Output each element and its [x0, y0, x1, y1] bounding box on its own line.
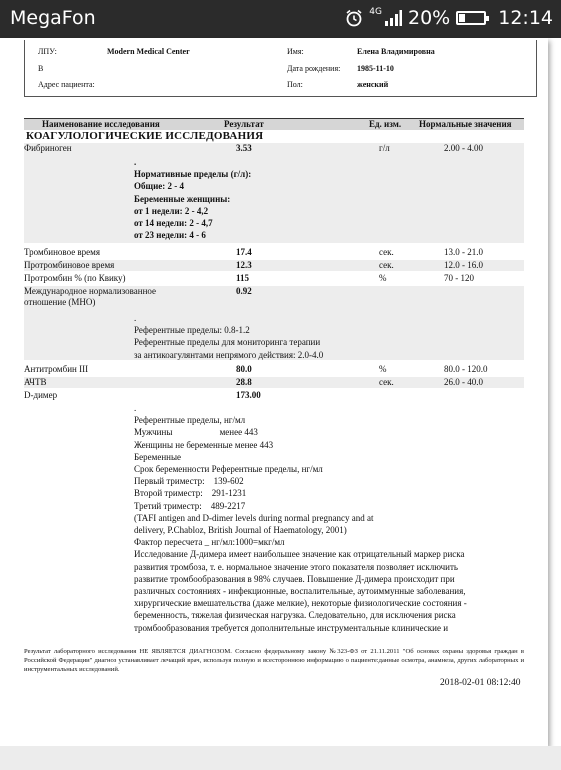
sex-value: женский	[357, 80, 389, 89]
col-unit: Ед. изм.	[369, 119, 402, 129]
background-strip	[0, 746, 561, 770]
table-row: Антитромбин III 80.0 % 80.0 - 120.0	[24, 364, 488, 374]
dob-label: Дата рождения:	[287, 64, 341, 73]
col-norm: Нормальные значения	[419, 119, 512, 129]
fibrinogen-note: . Нормативные пределы (г/л): Общие: 2 - 4 Беременные женщины: от 1 недели: 2 - 4,2 от 14 недели: 2 - 4,7 от 23 недели: 4 - 6	[134, 157, 252, 241]
col-result: Результат	[224, 119, 264, 129]
status-bar	[0, 0, 561, 38]
lpu-value: Modern Medical Center	[107, 47, 190, 56]
address-label: Адрес пациента:	[38, 80, 95, 89]
table-row: АЧТВ 28.8 сек. 26.0 - 40.0	[24, 377, 524, 388]
table-row: Фибриноген 3.53 г/л 2.00 - 4.00	[24, 143, 524, 243]
clock: 12:14	[498, 7, 553, 29]
name-label: Имя:	[287, 47, 304, 56]
lpu-label: ЛПУ:	[38, 47, 57, 56]
battery-icon	[456, 11, 486, 25]
table-header	[24, 118, 524, 130]
table-row: Протромбиновое время 12.3 сек. 12.0 - 16.0	[24, 260, 524, 271]
dob-value: 1985-11-10	[357, 64, 394, 73]
table-row: D-димер 173.00	[24, 390, 261, 400]
alarm-icon	[345, 9, 363, 27]
mno-note: . Референтные пределы: 0.8-1.2 Референтные пределы для мониторинга терапии за антикоагулянтами непрямого действия: 2.0-4.0	[134, 313, 324, 360]
table-row: Международное нормализованное отношение (МНО) 0.92	[24, 286, 524, 360]
disclaimer: Результат лабораторного исследования НЕ ЯВЛЯЕТСЯ ДИАГНОЗОМ. Согласно федеральному закону №323-ФЗ от 21.11.2011 "Об основах охраны здоровья граждан в Российской Федерации" диагноз устанавливает лечащий врач, используя полную и всестороннюю информацию о пациенте:данные осмотра, анамнеза, других лабораторных и инструментальных исследований.	[24, 648, 524, 673]
document-page	[0, 38, 548, 746]
timestamp: 2018-02-01 08:12:40	[440, 678, 521, 688]
name-value: Елена Владимировна	[357, 47, 435, 56]
network-type: 4G	[369, 6, 382, 17]
carrier-name: MegaFon	[10, 7, 96, 29]
table-row: Тромбиновое время 17.4 сек. 13.0 - 21.0	[24, 247, 483, 257]
battery-percent: 20%	[408, 7, 451, 29]
sex-label: Пол:	[287, 80, 303, 89]
ddimer-note: . Референтные пределы, нг/мл Мужчины менее 443 Женщины не беременные менее 443 Беременные Срок беременности Референтные пределы, нг/мл Первый триместр: 139-602 Второй триместр: 291-1231 Третий триместр: 489-2217 (TAFI antigen and D-dimer levels during normal pregnancy and at delivery, P.Chabloz, British Journal of Haematology, 2001) Фактор пересчета _ нг/мл:1000=мкг/мл Исследование Д-димера имеет наибольшее значение как отрицательный маркер риска развития тромбоза, т. е. нормальное значение этого показателя позволяет исключить развитие тромбообразования в 98% случаев. Повышение Д-димера происходит при различных состояниях - инфекционные, воспалительные, аутоиммунные заболевания, хирургические вмешательства (даже мелкие), некоторые физиологические состояния - беременность, тяжелая физическая нагрузка. Следовательно, для исключения риска тромбообразования требуется дополнительные инструментальные клинические и	[134, 403, 467, 633]
patient-header	[24, 40, 537, 97]
signal-icon	[384, 10, 402, 26]
b-label: В	[38, 64, 44, 73]
col-name: Наименование исследования	[42, 119, 160, 129]
table-row: Протромбин % (по Квику) 115 % 70 - 120	[24, 273, 474, 283]
section-title: КОАГУЛОЛОГИЧЕСКИЕ ИССЛЕДОВАНИЯ	[26, 130, 264, 142]
